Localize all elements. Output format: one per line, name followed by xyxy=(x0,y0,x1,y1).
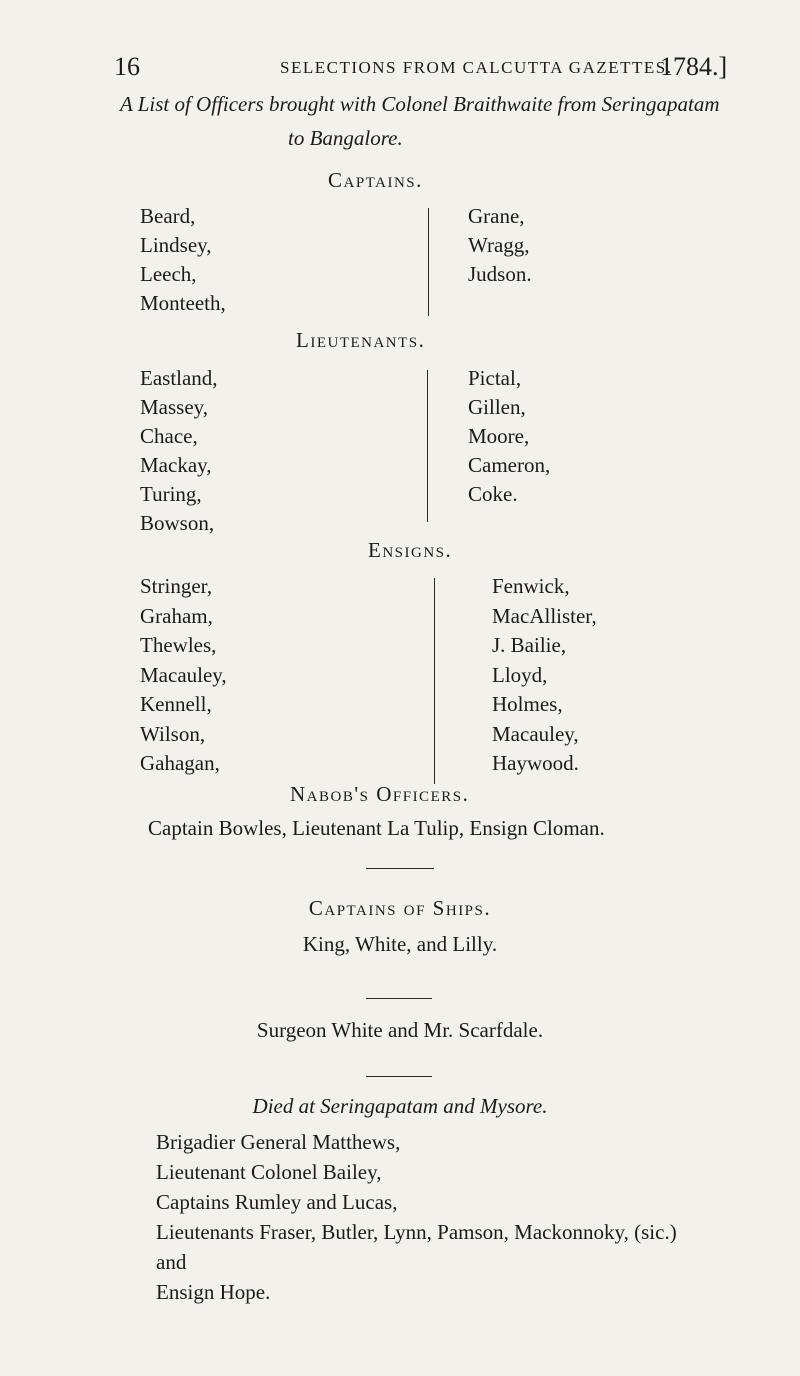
officer-name: Wragg, xyxy=(468,233,530,257)
lieutenants-heading: Lieutenants. xyxy=(296,328,426,352)
officer-name: Leech, xyxy=(140,262,197,286)
officer-name: Pictal, xyxy=(468,366,522,390)
died-line: and xyxy=(156,1250,187,1274)
died-heading: Died at Seringapatam and Mysore. xyxy=(252,1094,548,1118)
died-line: Brigadier General Matthews, xyxy=(156,1130,401,1154)
officer-name: Chace, xyxy=(140,424,198,448)
officer-name: Moore, xyxy=(468,424,530,448)
officer-name: Wilson, xyxy=(140,721,206,746)
section-divider xyxy=(366,998,432,999)
officer-name: Stringer, xyxy=(140,574,213,598)
ensigns-heading: Ensigns. xyxy=(368,538,453,562)
officer-name: Mackay, xyxy=(140,453,212,477)
page-number: 16 xyxy=(114,52,140,81)
ensigns-left-column xyxy=(140,572,227,779)
officer-name: Judson. xyxy=(468,262,532,286)
officer-name: Haywood. xyxy=(492,751,579,775)
section-divider xyxy=(366,1076,432,1077)
died-line: Captains Rumley and Lucas, xyxy=(156,1190,398,1214)
header-year: 1784.] xyxy=(660,52,728,81)
officer-name: Macauley, xyxy=(492,721,579,746)
captains-left-column xyxy=(140,202,226,318)
lieutenants-right-column xyxy=(468,364,550,509)
captains-heading: Captains. xyxy=(328,168,423,192)
ensigns-right-column xyxy=(492,572,597,779)
column-divider xyxy=(427,370,428,522)
officer-name: Graham, xyxy=(140,603,213,628)
nabob-officers-heading: Nabob's Officers. xyxy=(290,782,470,806)
officer-name: MacAllister, xyxy=(492,603,597,628)
list-title-line-2: to Bangalore. xyxy=(288,126,403,150)
officer-name: Holmes, xyxy=(492,692,563,716)
officer-name: Coke. xyxy=(468,482,518,506)
nabob-officers-text: Captain Bowles, Lieutenant La Tulip, Ensign Cloman. xyxy=(148,816,605,840)
officer-name: Lloyd, xyxy=(492,662,548,687)
died-line: Ensign Hope. xyxy=(156,1280,271,1304)
officer-name: Lindsey, xyxy=(140,233,212,257)
surgeon-text: Surgeon White and Mr. Scarfdale. xyxy=(256,1018,544,1042)
lieutenants-left-column xyxy=(140,364,218,538)
officer-name: Massey, xyxy=(140,395,209,419)
officer-name: Kennell, xyxy=(140,692,212,716)
section-divider xyxy=(366,868,434,869)
list-title-line-1: A List of Officers brought with Colonel Braithwaite from Seringapatam xyxy=(120,92,720,116)
officer-name: Cameron, xyxy=(468,453,551,477)
column-divider xyxy=(428,208,429,316)
ships-captains-heading: Captains of Ships. xyxy=(308,896,492,920)
column-divider xyxy=(434,578,435,784)
died-line: Lieutenants Fraser, Butler, Lynn, Pamson, Mackonnoky, (sic.) xyxy=(156,1220,677,1244)
officer-name: Monteeth, xyxy=(140,291,226,315)
running-title: SELECTIONS FROM CALCUTTA GAZETTES. xyxy=(280,58,673,77)
officer-name: Beard, xyxy=(140,204,196,228)
officer-name: Bowson, xyxy=(140,511,215,535)
officer-name: J. Bailie, xyxy=(492,633,567,657)
officer-name: Eastland, xyxy=(140,366,218,390)
officer-name: Turing, xyxy=(140,482,202,506)
died-line: Lieutenant Colonel Bailey, xyxy=(156,1160,382,1184)
captains-right-column xyxy=(468,202,532,289)
officer-name: Fenwick, xyxy=(492,574,570,598)
officer-name: Macauley, xyxy=(140,662,227,687)
officer-name: Gillen, xyxy=(468,395,526,419)
ships-captains-text: King, White, and Lilly. xyxy=(302,932,498,956)
officer-name: Grane, xyxy=(468,204,525,228)
officer-name: Gahagan, xyxy=(140,751,220,775)
officer-name: Thewles, xyxy=(140,633,217,657)
